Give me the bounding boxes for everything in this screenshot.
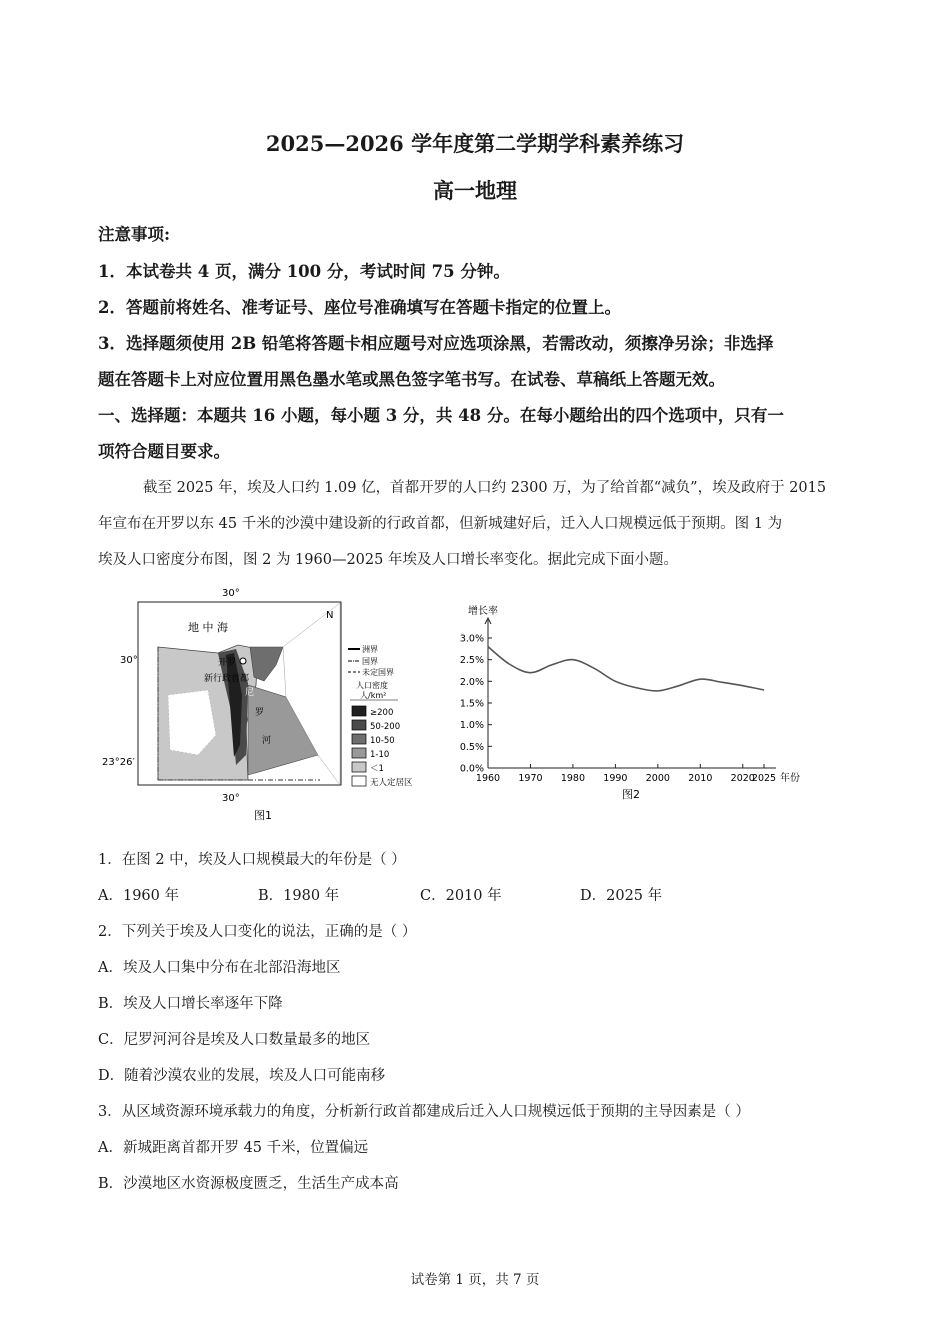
passage-line: 埃及人口密度分布图，图 2 为 1960—2025 年埃及人口增长率变化。据此完成下面小题。 [98,552,678,568]
y-tick-label: 0.5% [459,741,484,753]
chart-series [488,647,764,691]
figure2-chart [452,600,812,810]
legend-swatch-label: ≥200 [370,708,394,718]
question-option[interactable]: B．埃及人口增长率逐年下降 [98,996,283,1012]
chart-ticks [460,634,776,785]
figure1-caption: 图1 [254,809,272,822]
river-label-3: 河 [262,736,272,746]
legend-swatch-label: 1-10 [370,750,390,760]
note-item: 题在答题卡上对应位置用黑色墨水笔或黑色签字笔书写。在试卷、草稿纸上答题无效。 [98,370,725,389]
page-footer: 试卷第 1 页，共 7 页 [410,1272,540,1288]
section-heading: 一、选择题：本题共 16 小题，每小题 3 分，共 48 分。在每小题给出的四个选项中，只有一 [98,406,784,425]
chart-xlabel: 年份 [780,773,800,784]
legend-swatch-label: 50-200 [370,722,401,732]
x-tick-label: 1960 [475,773,501,784]
lat-label-30: 30° [120,655,138,666]
lon-label-bottom: 30° [222,793,240,804]
north-arrow-icon: N [326,610,334,621]
legend-line-label: 国界 [362,657,378,666]
passage-line: 截至 2025 年，埃及人口约 1.09 亿，首都开罗的人口约 2300 万，为了给首都“减负”，埃及政府于 2015 [143,480,827,496]
question-option[interactable]: A．新城距离首都开罗 45 千米，位置偏远 [98,1140,369,1156]
figure2-caption: 图2 [622,788,640,801]
legend-swatch [352,734,366,744]
legend-swatch-label: ＜1 [370,764,384,774]
x-tick-label: 1970 [518,773,543,784]
lon-label-top: 30° [222,588,240,599]
legend-swatches [352,706,413,788]
legend-swatch-label: 10-50 [370,736,395,746]
question-stem: 3．从区域资源环境承载力的角度，分析新行政首都建成后迁入人口规模远低于预期的主导因素是（ ） [98,1104,750,1120]
y-tick-label: 1.0% [459,720,484,732]
figure1-map [102,585,448,825]
question-option[interactable]: B．1980 年 [258,888,340,904]
legend-swatch [352,762,366,772]
page-subtitle: 高一地理 [433,178,517,203]
x-tick-label: 2020 [730,773,755,784]
x-tick-label: 1980 [560,773,586,784]
passage-line: 年宣布在开罗以东 45 千米的沙漠中建设新的行政首都，但新城建好后，迁入人口规模远低于预期。图 1 为 [98,516,783,532]
x-tick-label: 1990 [603,773,628,784]
sea-label: 地 中 海 [188,621,228,634]
y-tick-label: 2.5% [459,655,484,667]
chart-ylabel: 增长率 [468,606,498,617]
question-stem: 1．在图 2 中，埃及人口规模最大的年份是（ ） [98,852,406,868]
legend-swatch [352,776,366,786]
y-tick-label: 2.0% [459,676,484,688]
y-tick-label: 3.0% [459,633,484,645]
legend-swatch-label: 无人定居区 [370,778,413,788]
legend-swatch [352,706,366,716]
page-title: 2025—2026 学年度第二学期学科素养练习 [265,131,685,156]
question-option[interactable]: A．1960 年 [98,888,179,904]
map-legend [348,644,398,700]
note-item: 1．本试卷共 4 页，满分 100 分，考试时间 75 分钟。 [98,262,510,281]
section-heading-cont: 项符合题目要求。 [98,442,230,461]
legend-unit: 人/km² [360,691,387,700]
question-option[interactable]: D．2025 年 [580,888,663,904]
chart-axes [485,618,776,768]
legend-swatch [352,748,366,758]
city-new-capital-label: 新行政首都 [204,674,250,684]
x-tick-label: 2000 [645,773,670,784]
legend-line-label: 洲界 [362,645,378,654]
y-tick-label: 1.5% [459,698,484,710]
note-item: 3．选择题须使用 2B 铅笔将答题卡相应题号对应选项涂黑，若需改动，须擦净另涂；非选择 [98,334,774,353]
river-label-2: 罗 [255,708,265,718]
legend-title: 人口密度 [356,681,388,690]
question-option[interactable]: B．沙漠地区水资源极度匮乏，生活生产成本高 [98,1176,399,1192]
lat-label-2326: 23°26′ [102,757,135,768]
question-option[interactable]: A．埃及人口集中分布在北部沿海地区 [98,960,341,976]
legend-line-label: 未定国界 [362,668,394,677]
cairo-marker [240,658,246,664]
question-stem: 2．下列关于埃及人口变化的说法，正确的是（ ） [98,924,417,940]
growth-rate-line [488,647,764,691]
x-tick-label: 2010 [688,773,713,784]
river-label-1: 尼 [245,688,255,698]
y-tick-label: 0.0% [459,763,484,775]
question-option[interactable]: C．尼罗河河谷是埃及人口数量最多的地区 [98,1032,371,1048]
question-option[interactable]: D．随着沙漠农业的发展，埃及人口可能南移 [98,1068,386,1084]
notes-heading: 注意事项: [98,225,171,244]
x-tick-label: 2025 [751,773,777,784]
legend-swatch [352,720,366,730]
city-cairo-label: 开罗 [218,658,237,668]
question-option[interactable]: C．2010 年 [420,888,502,904]
note-item: 2．答题前将姓名、准考证号、座位号准确填写在答题卡指定的位置上。 [98,298,621,317]
